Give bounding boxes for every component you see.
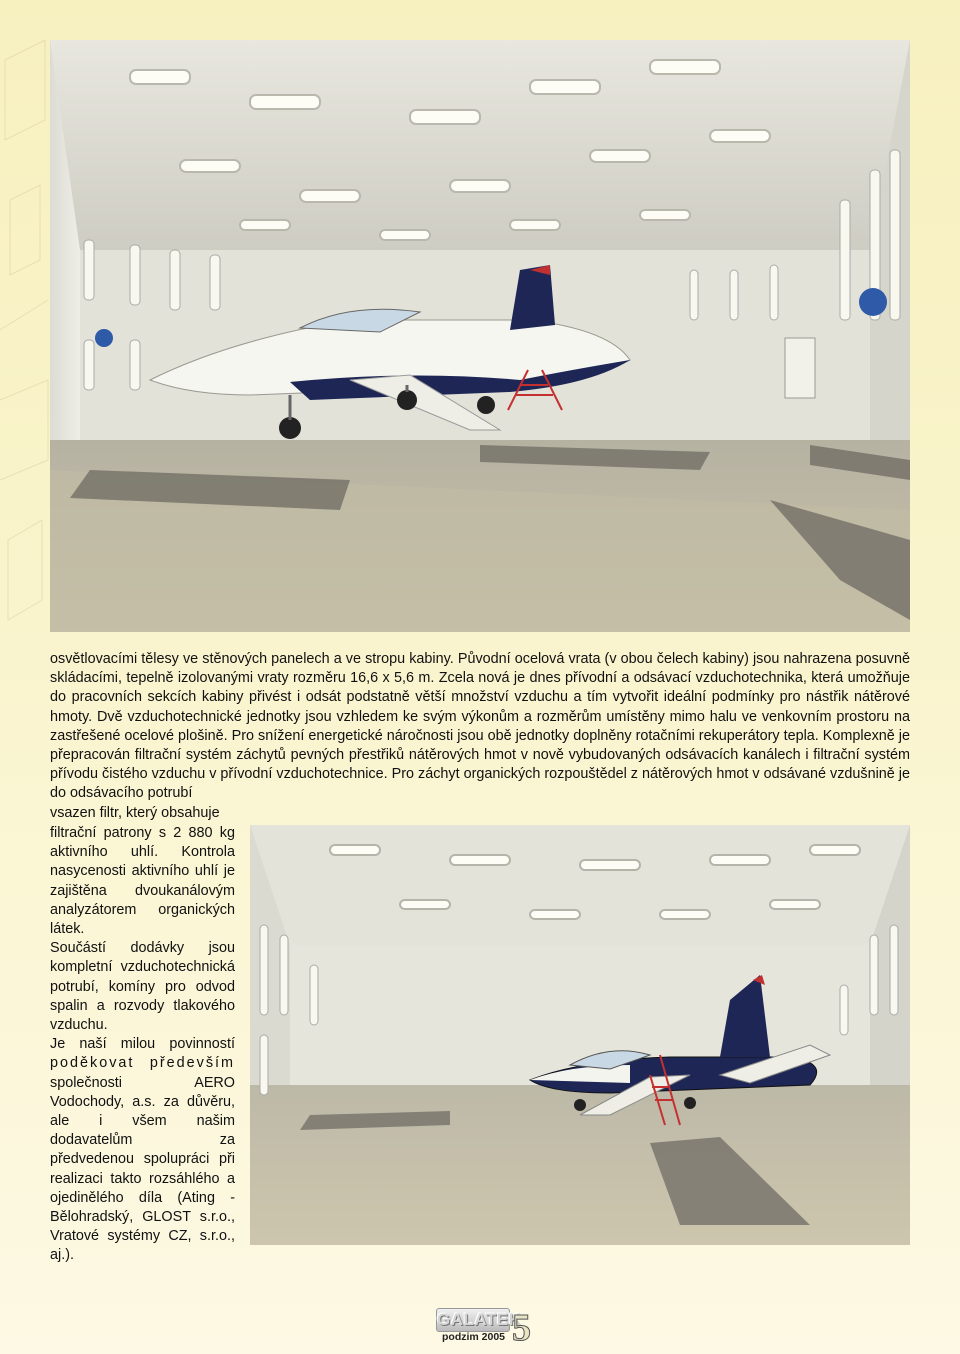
article-line-full: vsazen filtr, který obsahuje [50,804,220,821]
article-side-text-1: filtrační patrony s 2 880 kg aktivního uhlí. Kontrola nasycenosti aktivního uhlí je zajištěna dvoukanálovým analyzátorem organických látek. [50,825,235,938]
article-body-top [50,650,910,823]
article-paragraph-top: osvětlovacími tělesy ve stěnových panelech a ve stropu kabiny. Původní ocelová vrata (v obou čelech kabiny) jsou nahrazena posuvně skládacími, tepelně izolovanými vraty rozměru 16,6 x 5,6 m. Zcela nová je dnes přívodní a odsávací vzduchotechnika, která umožňuje do pracovních sekcích kabiny přivést i odsát podstatně větší množství vzduchu a tím vytvořit ideální podmínky pro nástřik nátěrové hmoty. Dvě vzduchotechnické jednotky jsou vzhledem ke svým výkonům a rozměrům umístěny mimo halu ve venkovním prostoru na zastřešené ocelové plošině. Pro snížení energetické náročnosti jsou obě jednotky doplněny rotačními rekuperátory tepla. Komplexně je přepracován filtrační systém záchytů pevných přestřiků nátěrových hmot v nově vybudovaných odsávacích kanálech i filtrační systém přívodu čistého vzduchu v přívodní vzduchotechnice. Pro záchyt organických rozpouštědel z nátěrových hmot v odsávané vzdušnině je do odsávacího potrubí [50,651,910,802]
hangar-photo-bottom [250,825,910,1245]
article-side-text-2: Součástí dodávky jsou kompletní vzduchotechnická potrubí, komíny pro odvod spalin a rozvody tlakového vzduchu. [50,940,235,1034]
galatek-logo: GALATEK [436,1308,510,1332]
margin-sketch-decoration [0,0,50,650]
edition-label: podzim 2005 [442,1331,506,1343]
article-body-side [50,824,235,1266]
article-side-text-3a: Je naší milou povinností [50,1036,235,1053]
page-number: 5 [512,1307,531,1349]
article-side-text-3c: společnosti AERO Vodochody, a.s. za důvěru, ale i všem našim dodavatelům za předvedenou spolupráci při realizaci takto rozsáhlého a ojedinělého díla (Ating - Bělohradský, GLOST s.r.o., Vratové systémy CZ, s.r.o., aj.). [50,1074,235,1264]
article-side-text-3b: poděkovat především [50,1055,235,1072]
hangar-photo-top [50,40,910,632]
footer [436,1308,536,1348]
